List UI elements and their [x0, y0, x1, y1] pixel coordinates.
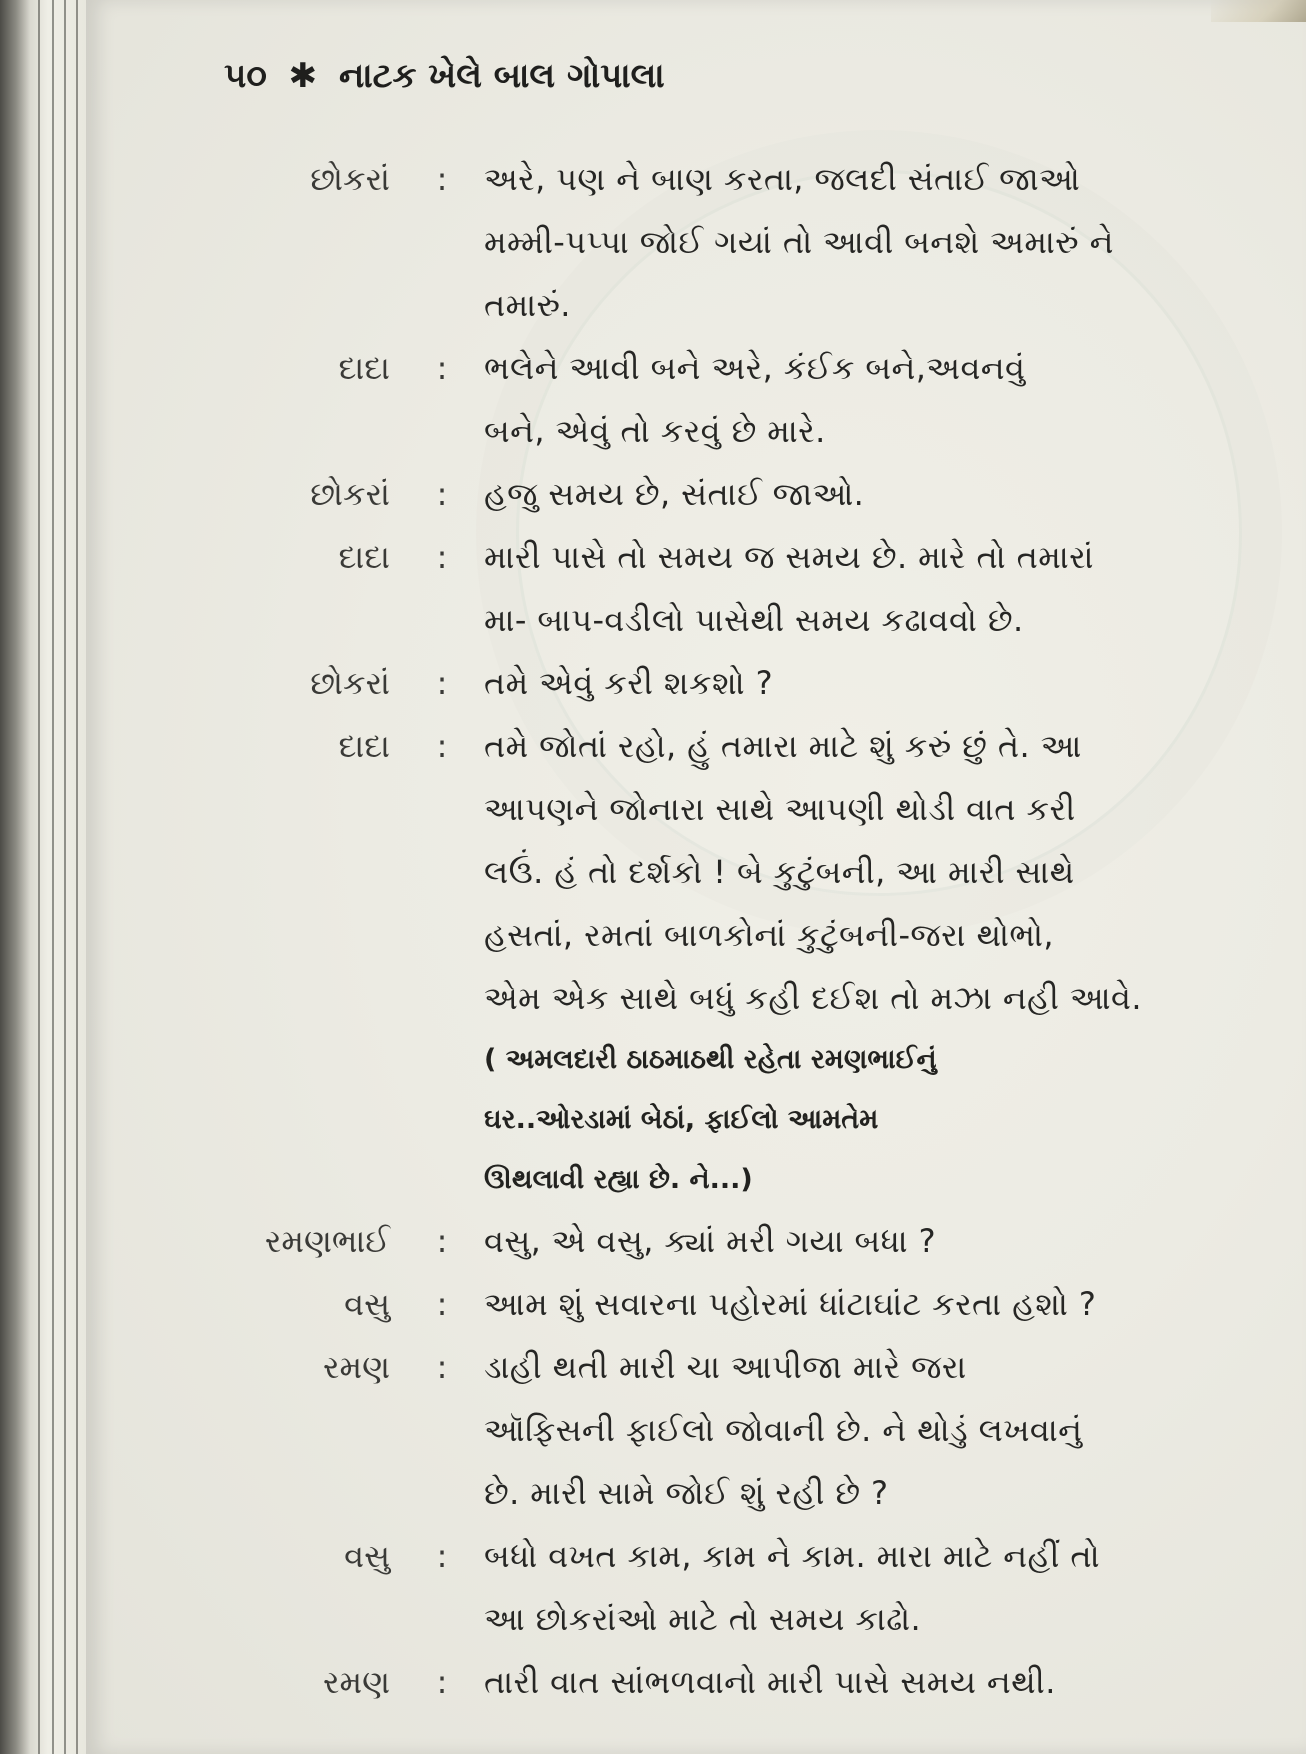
dialogue-text: છે. મારી સામે જોઈ શું રહી છે ?: [484, 1474, 889, 1512]
dialogue-text: બને, એવું તો કરવું છે મારે.: [484, 412, 826, 450]
speaker-colon: :: [436, 538, 448, 576]
dialogue-text: અરે, પણ ને બાણ કરતા, જલદી સંતાઈ જાઓ: [484, 160, 1081, 198]
dialogue-text: મારી પાસે તો સમય જ સમય છે. મારે તો તમારાં: [484, 538, 1094, 576]
dialogue-line: [200, 1210, 1206, 1273]
dialogue-text: લઉં. હં તો દર્શકો ! બે કુટુંબની, આ મારી સાથે: [484, 853, 1075, 891]
speaker-colon: :: [436, 664, 448, 702]
dialogue-text: વસુ, એ વસુ, ક્યાં મરી ગયા બધા ?: [484, 1222, 937, 1260]
page-corner: [1211, 0, 1306, 22]
dialogue-text: ભલેને આવી બને અરે, કંઈક બને,અવનવું: [484, 349, 1026, 387]
speaker-colon: :: [436, 1222, 448, 1260]
speaker-name: વસુ: [344, 1285, 390, 1323]
dialogue-line: [200, 211, 1206, 274]
dialogue-text: આ છોકરાંઓ માટે તો સમય કાઢો.: [484, 1600, 922, 1638]
dialogue-line: [200, 1651, 1206, 1714]
dialogue-text: આમ શું સવારના પહોરમાં ધાંટાઘાંટ કરતા હશો ?: [484, 1285, 1097, 1323]
dialogue-text: હસતાં, રમતાં બાળકોનાં કુટુંબની-જરા થોભો,: [484, 916, 1054, 954]
dialogue-line: [200, 1525, 1206, 1588]
dialogue-line: [200, 400, 1206, 463]
stage-direction: ( અમલદારી ઠાઠમાઠથી રહેતા રમણભાઈનું: [484, 1044, 937, 1075]
speaker-name: રમણ: [322, 1663, 390, 1701]
dialogue-text: ડાહી થતી મારી ચા આપીજા મારે જરા: [484, 1348, 967, 1386]
dialogue-text: મા- બાપ-વડીલો પાસેથી સમય કઢાવવો છે.: [484, 601, 1024, 639]
dialogue-line: [200, 1399, 1206, 1462]
page-edge-line: [38, 0, 40, 1754]
page-edge-line: [76, 0, 78, 1754]
stage-direction: ઊથલાવી રહ્યા છે. ને...): [484, 1164, 753, 1195]
dialogue-text: ઑફિસની ફાઈલો જોવાની છે. ને થોડું લખવાનું: [484, 1411, 1083, 1449]
dialogue-line: [200, 148, 1206, 211]
speaker-colon: :: [436, 160, 448, 198]
separator-star: ✱: [288, 56, 318, 96]
page-edge-line: [64, 0, 66, 1754]
dialogue-line: [200, 526, 1206, 589]
speaker-name: રમણભાઈ: [264, 1222, 390, 1260]
dialogue-text: તારી વાત સાંભળવાનો મારી પાસે સમય નથી.: [484, 1663, 1056, 1701]
speaker-colon: :: [436, 1537, 448, 1575]
dialogue-body: [200, 148, 1206, 1714]
speaker-colon: :: [436, 1663, 448, 1701]
speaker-name: છોકરાં: [310, 664, 390, 702]
dialogue-line: [200, 1273, 1206, 1336]
dialogue-line: [200, 1588, 1206, 1651]
dialogue-line: [200, 463, 1206, 526]
speaker-name: દાદા: [338, 349, 390, 387]
dialogue-line: [200, 1462, 1206, 1525]
book-title: નાટક ખેલે બાલ ગોપાલા: [339, 56, 665, 96]
speaker-colon: :: [436, 727, 448, 765]
dialogue-text: તમે એવું કરી શકશો ?: [484, 664, 774, 702]
dialogue-text: બધો વખત કામ, કામ ને કામ. મારા માટે નહીં તો: [484, 1537, 1100, 1575]
dialogue-text: આપણને જોનારા સાથે આપણી થોડી વાત કરી: [484, 790, 1076, 828]
dialogue-line: [200, 274, 1206, 337]
speaker-name: છોકરાં: [310, 475, 390, 513]
dialogue-line: [200, 778, 1206, 841]
speaker-colon: :: [436, 1285, 448, 1323]
dialogue-line: [200, 1336, 1206, 1399]
dialogue-text: એમ એક સાથે બધું કહી દઈશ તો મઝા નહી આવે.: [484, 979, 1142, 1017]
dialogue-line: [200, 967, 1206, 1030]
stage-direction: ઘર..ઓરડામાં બેઠાં, ફાઈલો આમતેમ: [484, 1104, 879, 1135]
speaker-colon: :: [436, 475, 448, 513]
dialogue-line: [200, 589, 1206, 652]
page-header: [224, 56, 665, 96]
page-edge-line: [52, 0, 54, 1754]
dialogue-line: [200, 652, 1206, 715]
dialogue-line: [200, 841, 1206, 904]
speaker-name: છોકરાં: [310, 160, 390, 198]
dialogue-text: હજુ સમય છે, સંતાઈ જાઓ.: [484, 475, 865, 513]
speaker-colon: :: [436, 349, 448, 387]
speaker-name: વસુ: [344, 1537, 390, 1575]
dialogue-line: [200, 904, 1206, 967]
speaker-colon: :: [436, 1348, 448, 1386]
dialogue-text: તમારું.: [484, 286, 571, 324]
dialogue-line: [200, 337, 1206, 400]
page-number: ૫૦: [224, 56, 267, 96]
speaker-name: દાદા: [338, 727, 390, 765]
dialogue-text: તમે જોતાં રહો, હું તમારા માટે શું કરું છું તે. આ: [484, 727, 1082, 765]
speaker-name: દાદા: [338, 538, 390, 576]
dialogue-text: મમ્મી-પપ્પા જોઈ ગયાં તો આવી બનશે અમારું ને: [484, 223, 1114, 261]
speaker-name: રમણ: [322, 1348, 390, 1386]
dialogue-line: [200, 715, 1206, 778]
